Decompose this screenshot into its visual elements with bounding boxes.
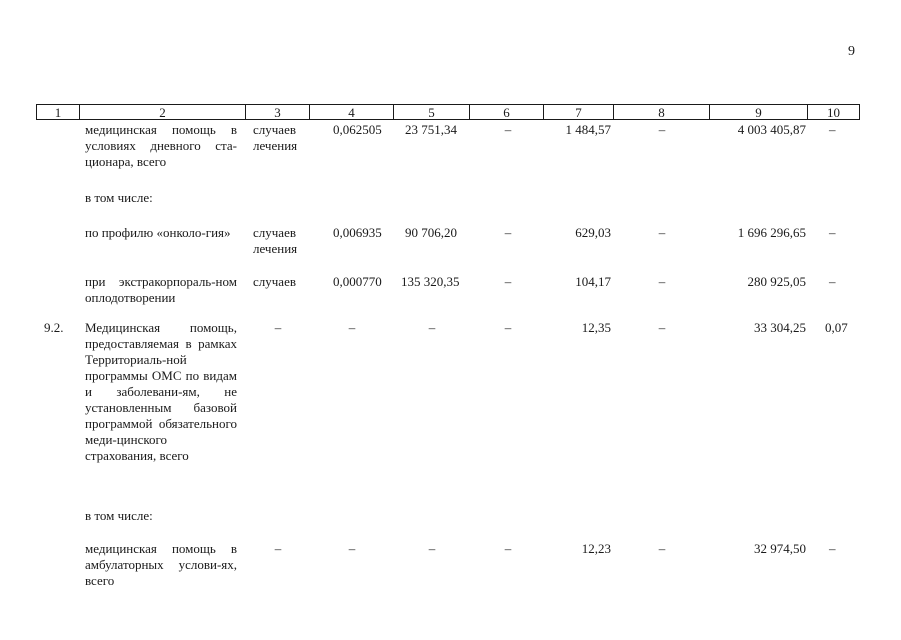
row-3-name: при экстракорпораль-ном оплодотворении	[85, 274, 237, 305]
row-6-name: медицинская помощь в амбулаторных услови-ях, всего	[85, 541, 237, 588]
row-2-col9: 1 696 296,65	[737, 225, 806, 240]
row-2-name: по профилю «онколо-гия»	[85, 225, 231, 240]
row-4-col5: –	[428, 320, 436, 335]
row-4-col4: –	[348, 320, 356, 335]
row-2-col5: 90 706,20	[405, 225, 457, 240]
row-6-col8: –	[658, 541, 666, 556]
row-0-col8: –	[658, 122, 666, 137]
row-6-col10: –	[829, 541, 836, 556]
row-4-col9: 33 304,25	[754, 320, 806, 335]
row-3-col8: –	[658, 274, 666, 289]
column-header-5: 5	[394, 104, 470, 120]
row-0-col5: 23 751,34	[405, 122, 457, 137]
column-header-9: 9	[710, 104, 808, 120]
column-header-7: 7	[544, 104, 614, 120]
row-2-col10: –	[829, 225, 836, 240]
column-header-1: 1	[36, 104, 80, 120]
row-4-col8: –	[658, 320, 666, 335]
row-4-col10: 0,07	[825, 320, 848, 335]
row-3-col6: –	[504, 274, 512, 289]
row-0-unit: случаев лечения	[253, 122, 298, 153]
row-2-col6: –	[504, 225, 512, 240]
row-0-name: медицинская помощь в условиях дневного ста-ционара, всего	[85, 122, 237, 169]
row-3-unit: случаев	[253, 274, 296, 289]
row-0-col6: –	[504, 122, 512, 137]
row-4-unit: –	[274, 320, 282, 335]
row-4-name: Медицинская помощь, предоставляемая в рамках Территориаль-ной программы ОМС по видам и заболевани-ям, не установленным базовой программой обязательного меди-цинского страхования, всего	[85, 320, 237, 463]
row-6-col4: –	[348, 541, 356, 556]
row-3-col4: 0,000770	[333, 274, 382, 289]
column-header-4: 4	[310, 104, 394, 120]
column-header-6: 6	[470, 104, 544, 120]
row-1-name: в том числе:	[85, 190, 153, 205]
row-6-unit: –	[274, 541, 282, 556]
row-6-col7: 12,23	[581, 541, 611, 556]
row-5-name: в том числе:	[85, 508, 153, 523]
row-2-col4: 0,006935	[333, 225, 382, 240]
row-6-col5: –	[428, 541, 436, 556]
row-2-col8: –	[658, 225, 666, 240]
row-0-col7: 1 484,57	[565, 122, 611, 137]
row-2-col7: 629,03	[575, 225, 611, 240]
row-4-col6: –	[504, 320, 512, 335]
column-header-10: 10	[808, 104, 860, 120]
row-2-unit: случаев лечения	[253, 225, 298, 256]
column-header-8: 8	[614, 104, 710, 120]
row-0-col10: –	[829, 122, 836, 137]
column-header-3: 3	[246, 104, 310, 120]
row-0-col9: 4 003 405,87	[737, 122, 806, 137]
row-3-col10: –	[829, 274, 836, 289]
row-6-col9: 32 974,50	[754, 541, 806, 556]
row-3-col9: 280 925,05	[747, 274, 806, 289]
page-number: 9	[848, 44, 855, 59]
row-3-col5: 135 320,35	[401, 274, 460, 289]
row-6-col6: –	[504, 541, 512, 556]
row-0-col4: 0,062505	[333, 122, 382, 137]
row-4-number: 9.2.	[44, 320, 64, 335]
row-4-col7: 12,35	[581, 320, 611, 335]
row-3-col7: 104,17	[575, 274, 611, 289]
column-header-2: 2	[80, 104, 246, 120]
